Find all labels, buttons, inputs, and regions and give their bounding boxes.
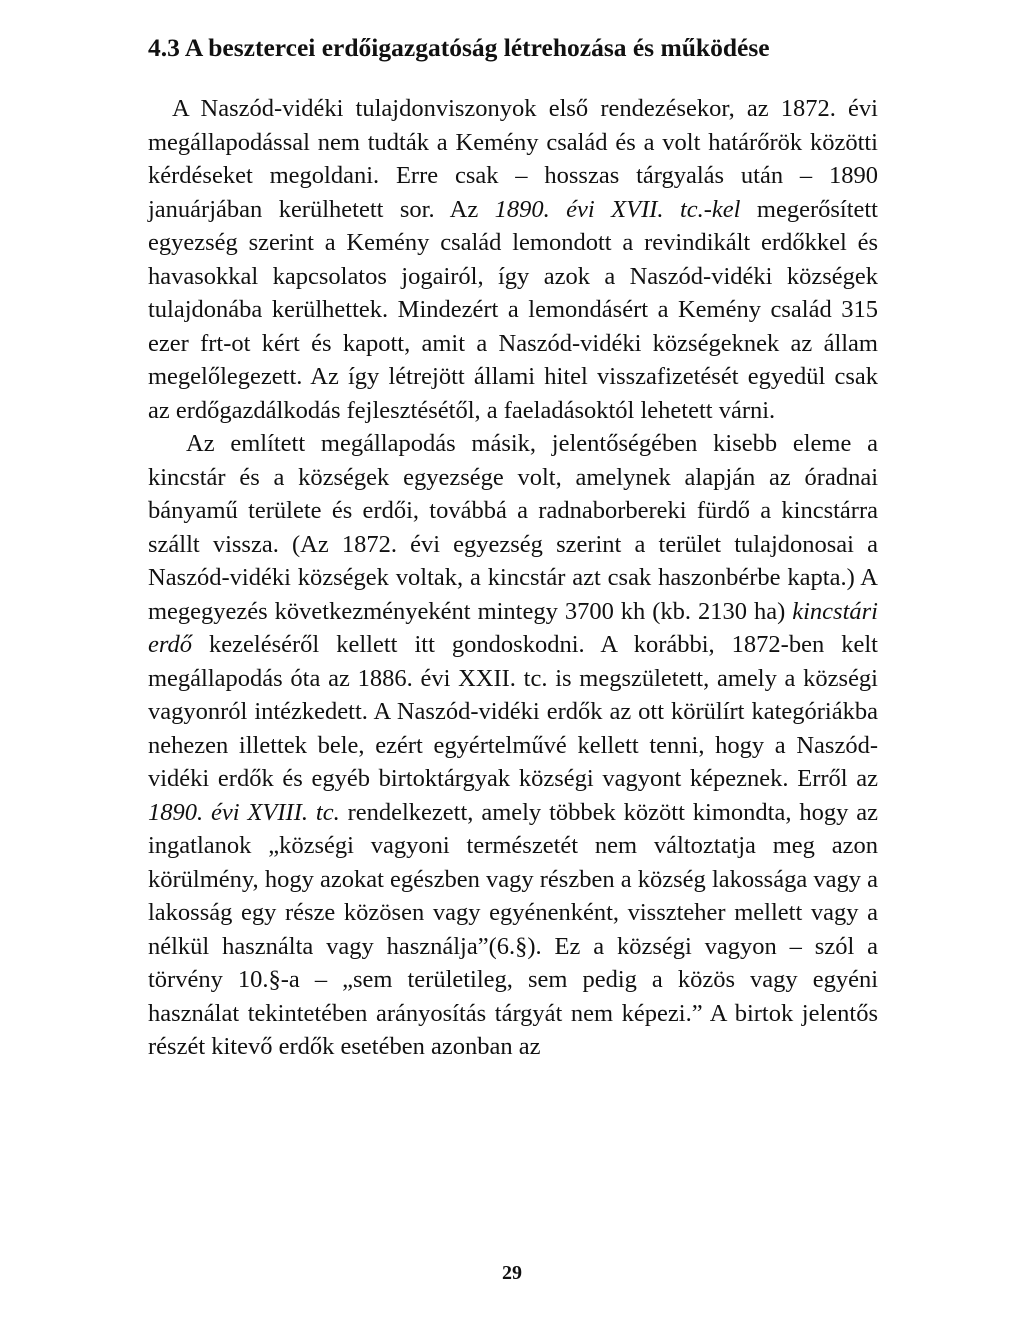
paragraph-1 bbox=[148, 92, 878, 427]
paragraph-2-text-1: Az említett megállapodás másik, jelentőségében kisebb eleme a kincstár és a községek egyezsége volt, amelynek alapján az óradnai bányamű területe és erdői, továbbá a radnaborbereki fürdő a kincstárra szállt vissza. (Az 1872. évi egyezség szerint a terület tulajdonosai a Naszód-vidéki községek voltak, a kincstár azt csak haszonbérbe kapta.) A megegyezés következményeként mintegy 3700 kh (kb. 2130 ha) bbox=[148, 430, 878, 625]
page-content bbox=[148, 30, 878, 1064]
section-heading: 4.3 A besztercei erdőigazgatóság létrehozása és működése bbox=[148, 33, 770, 62]
paragraph-1-text-2: megerősített egyezség szerint a Kemény család lemondott a revindikált erdőkkel és havasokkal kapcsolatos jogairól, így azok a Naszód-vidéki községek tulajdonába kerülhettek. Mindezért a lemondásért a Kemény család 315 ezer frt-ot kért és kapott, amit a Naszód-vidéki községeknek az állam megelőlegezett. Az így létrejött állami hitel visszafizetését egyedül csak az erdőgazdálkodás fejlesztésétől, a faeladásoktól lehetett várni. bbox=[148, 195, 878, 424]
paragraph-1-law-reference: 1890. évi XVII. tc.-kel bbox=[494, 195, 741, 223]
page-number: 29 bbox=[502, 1262, 522, 1284]
paragraph-2-text-2: kezeléséről kellett itt gondoskodni. A korábbi, 1872-ben kelt megállapodás óta az 1886. évi XXII. tc. is megszületett, amely a községi vagyonról intézkedett. A Naszód-vidéki erdők az ott körülírt kategóriákba nehezen illettek bele, ezért egyértelművé kellett tenni, hogy a Naszód-vidéki erdők és egyéb birtoktárgyak községi vagyont képeznek. Erről az bbox=[148, 631, 878, 792]
paragraph-2-law-reference: 1890. évi XVIII. tc. bbox=[148, 798, 340, 826]
paragraph-2-term-kincstari-erdo: kincstári erdő bbox=[148, 597, 878, 658]
paragraph-2-text-3: rendelkezett, amely többek között kimondta, hogy az ingatlanok „községi vagyoni természetét nem változtatja meg azon körülmény, hogy azokat egészben vagy részben a község lakossága vagy a lakosság egy része közösen vagy egyénenként, visszteher mellett vagy a nélkül használta vagy használja”(6.§). Ez a községi vagyon – szól a törvény 10.§-a – „sem területileg, sem pedig a közös vagy egyéni használat tekintetében arányosítás tárgyát nem képezi.” A birtok jelentős részét kitevő erdők esetében azonban az bbox=[148, 798, 878, 1060]
paragraph-2 bbox=[148, 427, 878, 1064]
paragraph-1-text-1: A Naszód-vidéki tulajdonviszonyok első rendezésekor, az 1872. évi megállapodással nem tudták a Kemény család és a volt határőrök közötti kérdéseket megoldani. Erre csak – hosszas tárgyalás után – 1890 januárjában kerülhetett sor. Az bbox=[148, 95, 878, 223]
